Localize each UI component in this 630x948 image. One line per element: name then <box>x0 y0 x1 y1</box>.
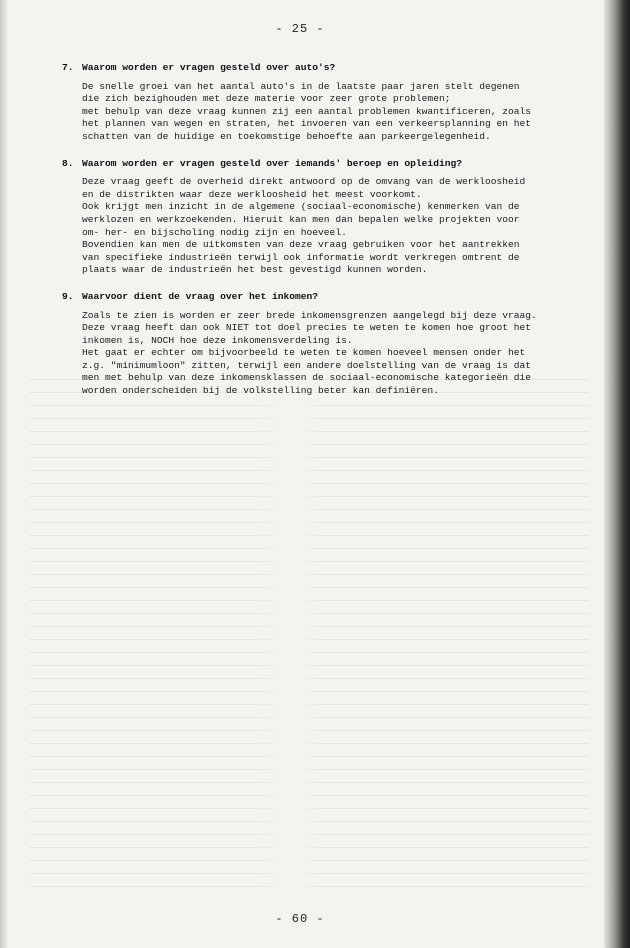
text-line: z.g. "minimumloon" zitten, terwijl een andere doelstelling van de vraag is dat <box>82 359 532 371</box>
binding-shadow <box>604 0 630 948</box>
text-line: schatten van de huidige en toekomstige behoefte aan parkeergelegenheid. <box>82 130 491 142</box>
document-body <box>62 62 540 412</box>
text-line: inkomen is, NOCH hoe deze inkomensverdeling is. <box>82 334 353 346</box>
answer-text <box>62 176 540 277</box>
text-line: Het gaat er echter om bijvoorbeeld te weten te komen hoeveel mensen onder het <box>82 347 526 359</box>
text-line: en de distrikten waar deze werkloosheid het meest voorkomt. <box>82 188 422 200</box>
bottom-page-number: - 60 - <box>275 912 325 926</box>
text-line: om- her- en bijscholing nodig zijn en hoeveel. <box>82 226 347 238</box>
text-line: worden onderscheiden bij de volkstelling beter kan definiëren. <box>82 385 439 397</box>
text-line: Ook krijgt men inzicht in de algemene (sociaal-economische) kenmerken van de <box>82 201 520 213</box>
top-page-number: - 25 - <box>275 22 325 36</box>
text-line: van specifieke industrieën terwijl ook informatie wordt verkregen omtrent de <box>82 251 520 263</box>
text-line: men met behulp van deze inkomensklassen de sociaal-economische kategorieën die <box>82 372 532 384</box>
question-text: Waarom worden er vragen gesteld over iemands' beroep en opleiding? <box>82 157 462 169</box>
question-heading <box>62 158 540 171</box>
question-text: Waarom worden er vragen gesteld over auto's? <box>82 62 336 73</box>
question-number: 9. <box>62 290 74 302</box>
answer-text <box>62 81 540 144</box>
bleed-through-text <box>30 370 590 890</box>
text-line: plaats waar de industrieën het best gevestigd kunnen worden. <box>82 264 428 276</box>
question-text: Waarvoor dient de vraag over het inkomen? <box>82 290 319 302</box>
question-number: 7. <box>62 62 74 73</box>
question-heading <box>62 291 540 304</box>
section-7 <box>62 62 540 144</box>
text-line: De snelle groei van het aantal auto's in de laatste paar jaren stelt degenen <box>82 80 520 92</box>
text-line: werklozen en werkzoekenden. Hieruit kan men dan bepalen welke projekten voor <box>82 213 520 225</box>
section-9 <box>62 291 540 398</box>
text-line: Deze vraag heeft dan ook NIET tot doel precies te weten te komen hoe groot het <box>82 322 532 334</box>
answer-text <box>62 310 540 398</box>
section-8 <box>62 158 540 277</box>
text-line: die zich bezighouden met deze materie voor zeer grote problemen; <box>82 93 451 105</box>
text-line: het plannen van wegen en straten, het invoeren van een verkeersplanning en het <box>82 118 532 130</box>
text-line: Zoals te zien is worden er zeer brede inkomensgrenzen aangelegd bij deze vraag. <box>82 309 537 321</box>
question-heading <box>62 62 540 75</box>
page-left-edge <box>0 0 8 948</box>
text-line: met behulp van deze vraag kunnen zij een aantal problemen kwantificeren, zoals <box>82 105 532 117</box>
text-line: Bovendien kan men de uitkomsten van deze vraag gebruiken voor het aantrekken <box>82 239 520 251</box>
question-number: 8. <box>62 157 74 169</box>
text-line: Deze vraag geeft de overheid direkt antwoord op de omvang van de werkloosheid <box>82 176 526 188</box>
